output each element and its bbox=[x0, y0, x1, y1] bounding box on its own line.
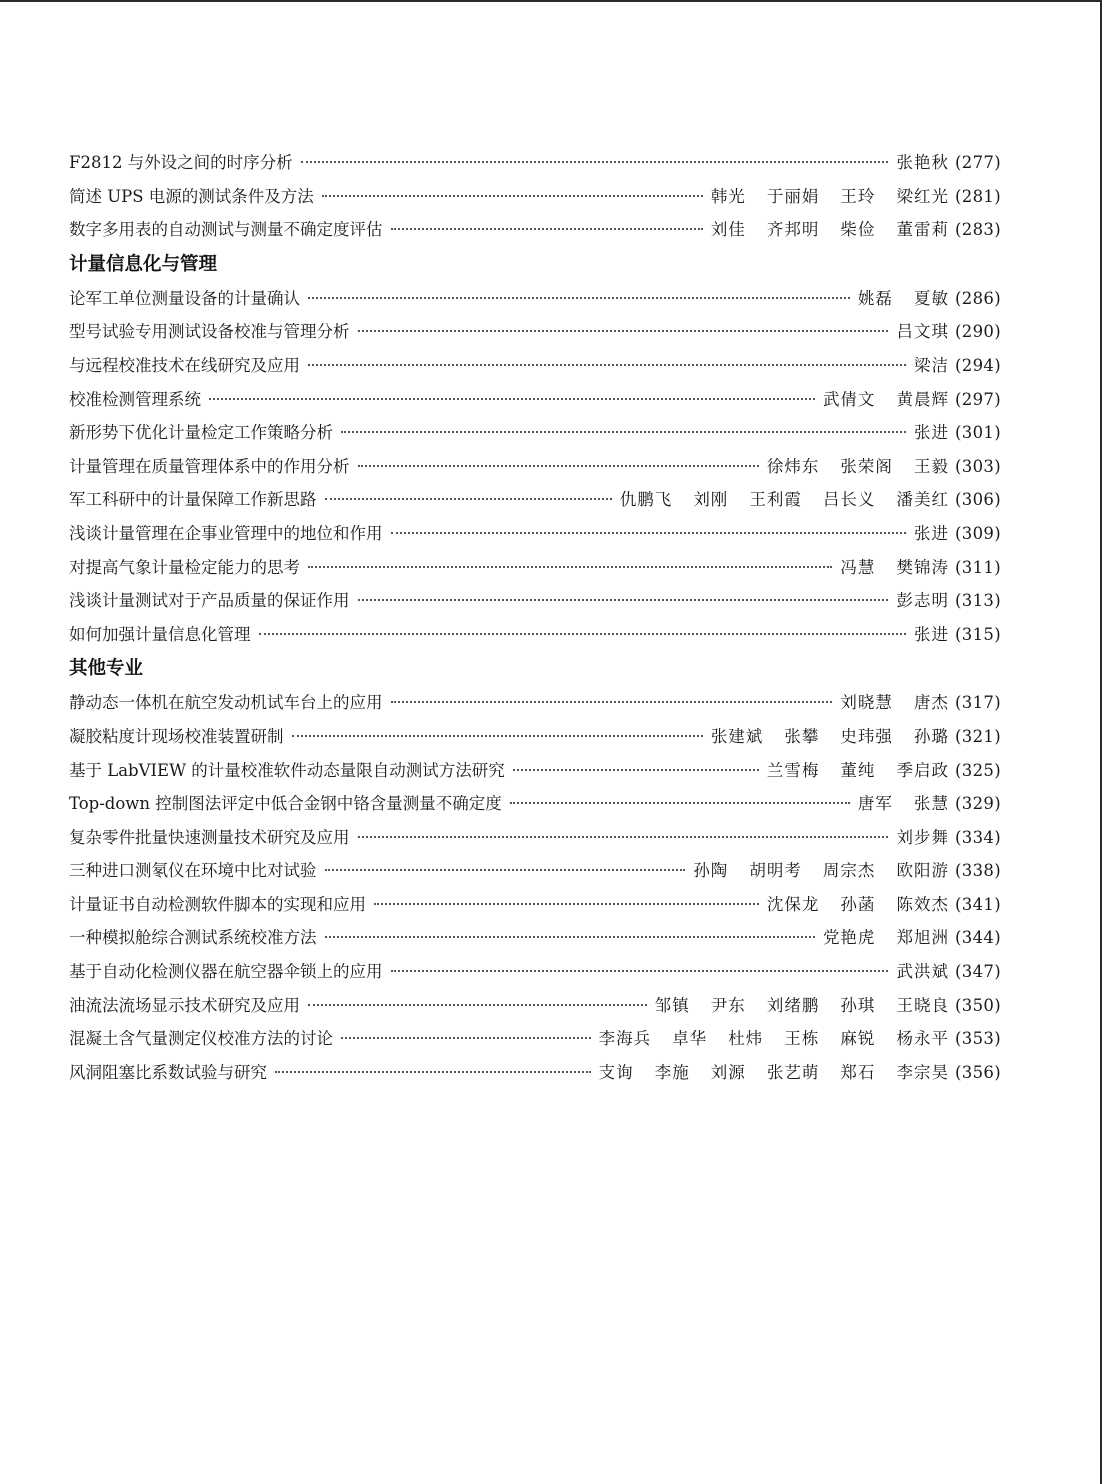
dot-leader bbox=[341, 430, 906, 433]
dot-leader bbox=[259, 632, 906, 635]
dot-leader bbox=[510, 801, 850, 804]
dot-leader bbox=[391, 227, 703, 230]
entry-title: 浅谈计量测试对于产品质量的保证作用 bbox=[69, 591, 350, 611]
toc-entry bbox=[69, 551, 1001, 585]
entry-page-number: (341) bbox=[954, 894, 1001, 914]
entry-title: 新形势下优化计量检定工作策略分析 bbox=[69, 423, 333, 443]
toc-entry bbox=[69, 282, 1001, 316]
entry-authors: 武洪斌 bbox=[896, 962, 949, 982]
dot-leader bbox=[391, 531, 906, 534]
toc-entry bbox=[69, 720, 1001, 754]
dot-leader bbox=[292, 734, 703, 737]
entry-title: 油流法流场显示技术研究及应用 bbox=[69, 995, 300, 1015]
entry-title: 基于 LabVIEW 的计量校准软件动态量限自动测试方法研究 bbox=[69, 760, 505, 780]
entry-title: 三种进口测氡仪在环境中比对试验 bbox=[69, 861, 317, 881]
entry-authors: 吕文琪 bbox=[896, 322, 949, 342]
dot-leader bbox=[308, 1003, 647, 1006]
toc-entry bbox=[69, 450, 1001, 484]
toc-entry bbox=[69, 787, 1001, 821]
dot-leader bbox=[358, 835, 889, 838]
dot-leader bbox=[209, 397, 815, 400]
entry-title: 风洞阻塞比系数试验与研究 bbox=[69, 1062, 267, 1082]
entry-page-number: (329) bbox=[954, 794, 1001, 814]
entry-title: 混凝土含气量测定仪校准方法的讨论 bbox=[69, 1029, 333, 1049]
dot-leader bbox=[374, 902, 759, 905]
entry-title: 简述 UPS 电源的测试条件及方法 bbox=[69, 186, 314, 206]
entry-title: 论军工单位测量设备的计量确认 bbox=[69, 288, 300, 308]
entry-authors: 党艳虎 郑旭洲 bbox=[822, 928, 949, 948]
dot-leader bbox=[308, 363, 906, 366]
entry-authors: 冯慧 樊锦涛 bbox=[840, 557, 949, 577]
toc-entry bbox=[69, 584, 1001, 618]
toc-entry bbox=[69, 686, 1001, 720]
entry-authors: 韩光 于丽娟 王玲 梁红光 bbox=[710, 186, 949, 206]
toc-entry bbox=[69, 754, 1001, 788]
entry-page-number: (350) bbox=[954, 995, 1001, 1015]
toc-entry bbox=[69, 854, 1001, 888]
entry-title: 与远程校准技术在线研究及应用 bbox=[69, 355, 300, 375]
entry-title: F2812 与外设之间的时序分析 bbox=[69, 153, 293, 172]
entry-page-number: (306) bbox=[954, 490, 1001, 510]
toc-entry bbox=[69, 821, 1001, 855]
dot-leader bbox=[322, 194, 703, 197]
toc-entry bbox=[69, 383, 1001, 417]
entry-authors: 彭志明 bbox=[896, 591, 949, 611]
entry-page-number: (277) bbox=[954, 153, 1001, 172]
entry-page-number: (311) bbox=[954, 557, 1001, 577]
dot-leader bbox=[308, 296, 850, 299]
entry-authors: 姚磊 夏敏 bbox=[857, 288, 949, 308]
entry-page-number: (347) bbox=[954, 962, 1001, 982]
toc-entry bbox=[69, 921, 1001, 955]
toc-entry bbox=[69, 618, 1001, 652]
entry-page-number: (325) bbox=[954, 760, 1001, 780]
entry-title: 对提高气象计量检定能力的思考 bbox=[69, 557, 300, 577]
entry-authors: 刘佳 齐邦明 柴俭 董雷莉 bbox=[710, 220, 949, 240]
toc-entry bbox=[69, 349, 1001, 383]
entry-authors: 仇鹏飞 刘刚 王利霞 吕长义 潘美红 bbox=[619, 490, 949, 510]
entry-title: 静动态一体机在航空发动机试车台上的应用 bbox=[69, 693, 383, 713]
entry-page-number: (301) bbox=[954, 423, 1001, 443]
entry-authors: 孙陶 胡明考 周宗杰 欧阳游 bbox=[693, 861, 949, 881]
entry-page-number: (344) bbox=[954, 928, 1001, 948]
dot-leader bbox=[391, 700, 833, 703]
entry-authors: 唐军 张慧 bbox=[857, 794, 949, 814]
entry-title: 凝胶粘度计现场校准装置研制 bbox=[69, 726, 284, 746]
dot-leader bbox=[513, 768, 759, 771]
toc-entry bbox=[69, 180, 1001, 214]
dot-leader bbox=[341, 1036, 591, 1039]
entry-authors: 张进 bbox=[913, 523, 949, 543]
dot-leader bbox=[325, 935, 815, 938]
entry-page-number: (356) bbox=[954, 1062, 1001, 1082]
dot-leader bbox=[358, 329, 889, 332]
entry-authors: 张进 bbox=[913, 624, 949, 644]
entry-title: 如何加强计量信息化管理 bbox=[69, 624, 251, 644]
entry-page-number: (338) bbox=[954, 861, 1001, 881]
entry-authors: 徐炜东 张荣阁 王毅 bbox=[766, 456, 949, 476]
entry-authors: 刘步舞 bbox=[896, 827, 949, 847]
entry-authors: 武倩文 黄晨辉 bbox=[822, 389, 949, 409]
entry-page-number: (313) bbox=[954, 591, 1001, 611]
entry-authors: 支询 李施 刘源 张艺萌 郑石 李宗昊 bbox=[598, 1062, 949, 1082]
entry-authors: 李海兵 卓华 杜炜 王栋 麻锐 杨永平 bbox=[598, 1029, 949, 1049]
entry-page-number: (315) bbox=[954, 624, 1001, 644]
entry-authors: 邹镇 尹东 刘绪鹏 孙琪 王晓良 bbox=[654, 995, 949, 1015]
entry-title: 基于自动化检测仪器在航空器伞锁上的应用 bbox=[69, 962, 383, 982]
entry-title: 一种模拟舱综合测试系统校准方法 bbox=[69, 928, 317, 948]
section-heading: 其他专业 bbox=[69, 658, 144, 680]
entry-page-number: (297) bbox=[954, 389, 1001, 409]
toc-entry bbox=[69, 416, 1001, 450]
entry-page-number: (303) bbox=[954, 456, 1001, 476]
dot-leader bbox=[275, 1070, 591, 1073]
toc-entry bbox=[69, 483, 1001, 517]
table-of-contents bbox=[69, 146, 1001, 1089]
entry-title: 复杂零件批量快速测量技术研究及应用 bbox=[69, 827, 350, 847]
toc-entry bbox=[69, 146, 1001, 180]
entry-page-number: (317) bbox=[954, 693, 1001, 713]
dot-leader bbox=[325, 868, 686, 871]
entry-title: 浅谈计量管理在企事业管理中的地位和作用 bbox=[69, 523, 383, 543]
toc-entry bbox=[69, 1022, 1001, 1056]
entry-authors: 梁洁 bbox=[913, 355, 949, 375]
section-heading: 计量信息化与管理 bbox=[69, 253, 218, 275]
entry-authors: 兰雪梅 董纯 季启政 bbox=[766, 760, 949, 780]
entry-authors: 沈保龙 孙菡 陈效杰 bbox=[766, 894, 949, 914]
dot-leader bbox=[325, 497, 612, 500]
entry-authors: 刘晓慧 唐杰 bbox=[840, 693, 949, 713]
entry-title: Top-down 控制图法评定中低合金钢中铬含量测量不确定度 bbox=[69, 794, 502, 814]
dot-leader bbox=[391, 969, 889, 972]
entry-title: 型号试验专用测试设备校准与管理分析 bbox=[69, 322, 350, 342]
entry-page-number: (281) bbox=[954, 186, 1001, 206]
entry-page-number: (286) bbox=[954, 288, 1001, 308]
entry-page-number: (321) bbox=[954, 726, 1001, 746]
toc-entry bbox=[69, 955, 1001, 989]
dot-leader bbox=[301, 160, 889, 163]
toc-entry bbox=[69, 213, 1001, 247]
toc-entry bbox=[69, 1056, 1001, 1090]
entry-title: 计量证书自动检测软件脚本的实现和应用 bbox=[69, 894, 366, 914]
toc-entry bbox=[69, 315, 1001, 349]
toc-entry bbox=[69, 989, 1001, 1023]
entry-authors: 张进 bbox=[913, 423, 949, 443]
entry-title: 军工科研中的计量保障工作新思路 bbox=[69, 490, 317, 510]
entry-page-number: (294) bbox=[954, 355, 1001, 375]
entry-title: 校准检测管理系统 bbox=[69, 389, 201, 409]
entry-page-number: (283) bbox=[954, 220, 1001, 240]
toc-entry bbox=[69, 888, 1001, 922]
entry-page-number: (334) bbox=[954, 827, 1001, 847]
entry-authors: 张建斌 张攀 史玮强 孙璐 bbox=[710, 726, 949, 746]
entry-authors: 张艳秋 bbox=[896, 153, 949, 172]
toc-entry bbox=[69, 517, 1001, 551]
entry-page-number: (353) bbox=[954, 1029, 1001, 1049]
dot-leader bbox=[358, 464, 759, 467]
top-border-rule bbox=[0, 0, 1102, 2]
dot-leader bbox=[308, 565, 832, 568]
entry-page-number: (290) bbox=[954, 322, 1001, 342]
entry-page-number: (309) bbox=[954, 523, 1001, 543]
entry-title: 计量管理在质量管理体系中的作用分析 bbox=[69, 456, 350, 476]
entry-title: 数字多用表的自动测试与测量不确定度评估 bbox=[69, 220, 383, 240]
dot-leader bbox=[358, 598, 889, 601]
